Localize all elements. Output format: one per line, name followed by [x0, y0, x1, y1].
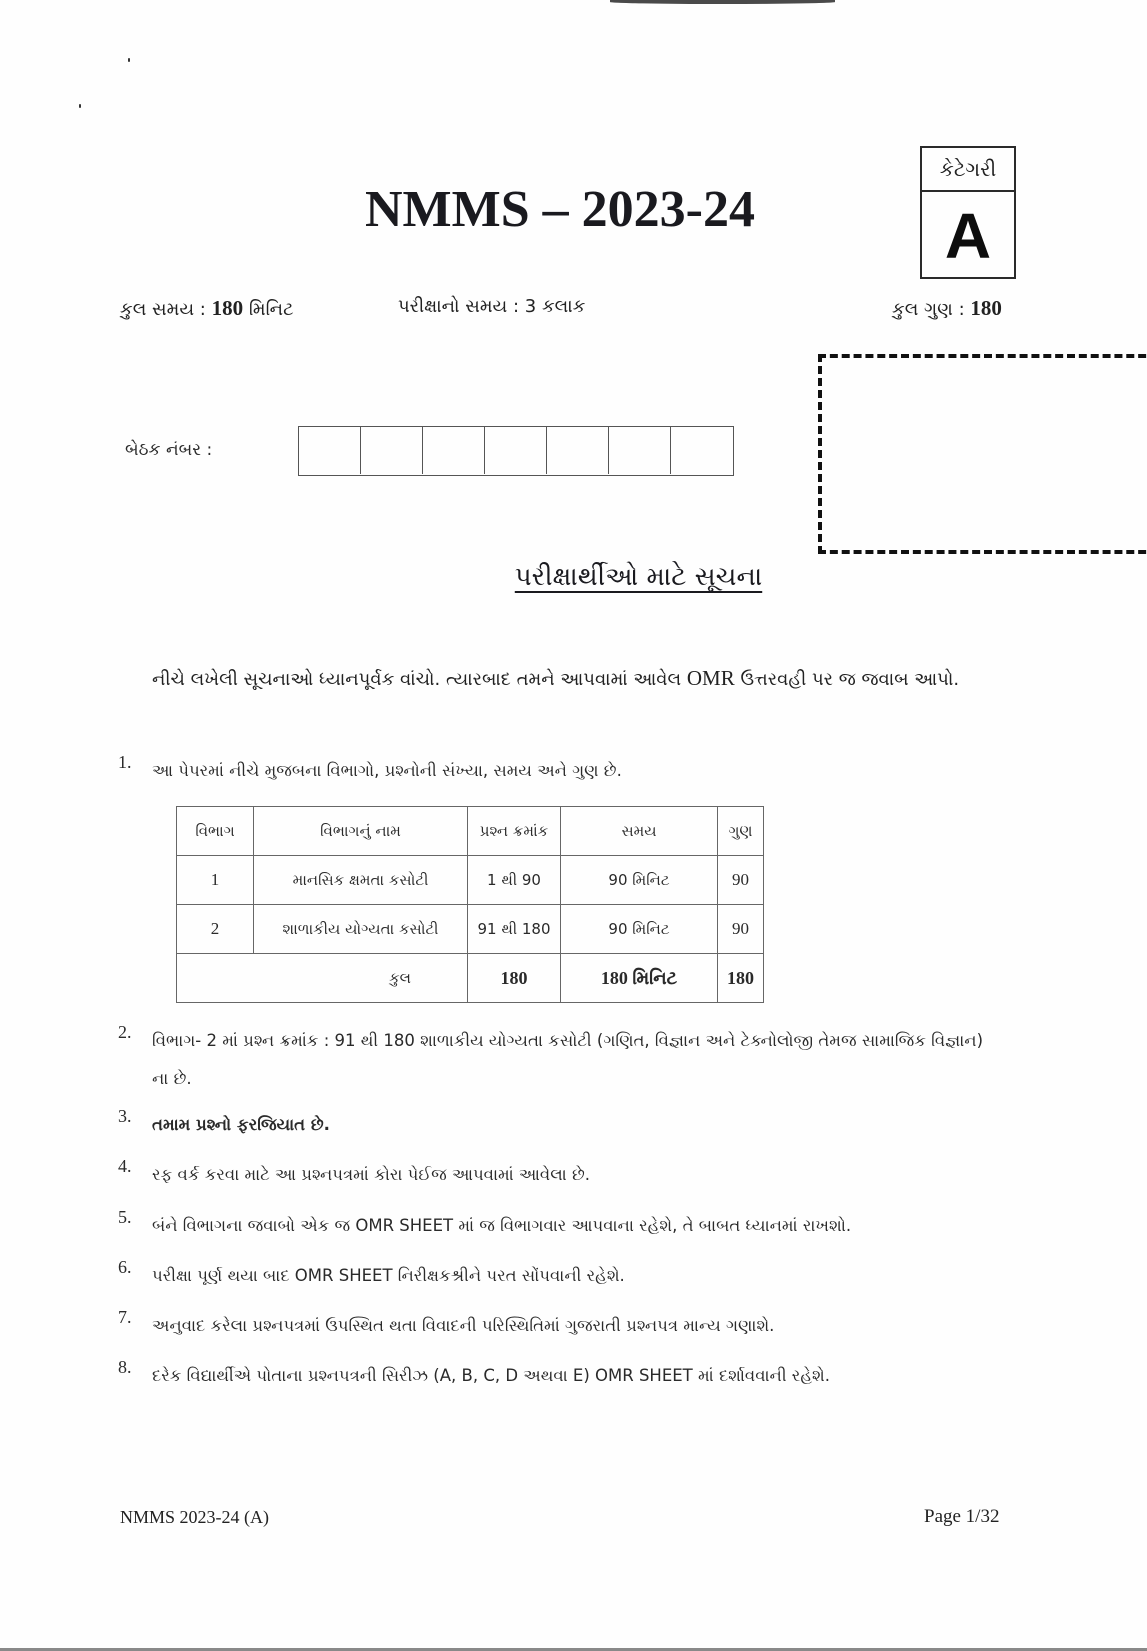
- instruction-number: 6.: [118, 1257, 132, 1277]
- instruction-text: આ પેપરમાં નીચે મુજબના વિભાગો, પ્રશ્નોની સંખ્યા, સમય અને ગુણ છે.: [152, 761, 622, 780]
- table-total-label: કુલ: [177, 954, 468, 1003]
- total-marks-label: કુલ ગુણ :: [892, 299, 965, 320]
- table-total-row: [177, 954, 764, 1003]
- total-time-value: 180: [211, 296, 244, 320]
- instruction-item: [118, 1357, 1078, 1395]
- table-row: [177, 856, 764, 905]
- sections-table: [176, 806, 764, 1003]
- table-cell: 90 મિનિટ: [561, 905, 718, 954]
- table-cell: 90 મિનિટ: [561, 856, 718, 905]
- table-cell: 90: [718, 856, 764, 905]
- seat-number-digit-box[interactable]: [361, 427, 423, 474]
- instruction-item: [118, 1022, 998, 1098]
- scan-speck: [128, 58, 130, 62]
- instruction-number: 1.: [118, 752, 132, 772]
- instruction-number: 5.: [118, 1207, 132, 1227]
- instructions-heading-text: પરીક્ષાર્થીઓ માટે સૂચના: [514, 562, 763, 592]
- instruction-number: 8.: [118, 1357, 132, 1377]
- category-label: કેટેગરી: [922, 148, 1014, 192]
- table-cell: 1 થી 90: [468, 856, 561, 905]
- table-header: વિભાગનું નામ: [254, 807, 468, 856]
- table-header: વિભાગ: [177, 807, 254, 856]
- table-total-questions: 180: [468, 954, 561, 1003]
- intro-omr: OMR: [686, 666, 735, 690]
- instruction-item: [118, 1207, 1078, 1245]
- intro-text-part2: ઉત્તરવહી પર જ જવાબ આપો.: [734, 669, 960, 690]
- instruction-text: રફ વર્ક કરવા માટે આ પ્રશ્નપત્રમાં કોરા પેઈજ આપવામાં આવેલા છે.: [152, 1165, 590, 1184]
- instruction-number: 2.: [118, 1022, 132, 1042]
- instruction-number: 7.: [118, 1307, 132, 1327]
- total-time-label: કુલ સમય :: [120, 299, 206, 320]
- total-marks: [892, 296, 1002, 321]
- instruction-text: પરીક્ષા પૂર્ણ થયા બાદ OMR SHEET નિરીક્ષકશ્રીને પરત સોંપવાની રહેશે.: [152, 1266, 625, 1285]
- table-cell: 1: [177, 856, 254, 905]
- instruction-number: 4.: [118, 1156, 132, 1176]
- page-title: NMMS – 2023-24: [365, 181, 755, 238]
- scan-artifact-top: [610, 0, 835, 4]
- category-value: A: [944, 199, 992, 272]
- instruction-item: [118, 1307, 1078, 1345]
- instruction-number: 3.: [118, 1106, 132, 1126]
- table-cell: માનસિક ક્ષમતા કસોટી: [254, 856, 468, 905]
- table-cell: શાળાકીય યોગ્યતા કસોટી: [254, 905, 468, 954]
- table-header: પ્રશ્ન ક્રમાંક: [468, 807, 561, 856]
- seat-number-digit-box[interactable]: [485, 427, 547, 474]
- table-total-marks: 180: [718, 954, 764, 1003]
- table-header-row: [177, 807, 764, 856]
- table-cell: 90: [718, 905, 764, 954]
- seat-number-boxes: [298, 426, 734, 476]
- seat-number-digit-box[interactable]: [671, 427, 733, 474]
- seat-number-digit-box[interactable]: [423, 427, 485, 474]
- seat-number-digit-box[interactable]: [609, 427, 671, 474]
- instruction-text: અનુવાદ કરેલા પ્રશ્નપત્રમાં ઉપસ્થિત થતા વિવાદની પરિસ્થિતિમાં ગુજરાતી પ્રશ્નપત્ર માન્ય ગણાશે.: [152, 1316, 775, 1335]
- scan-speck: [79, 104, 81, 108]
- table-header: સમય: [561, 807, 718, 856]
- seat-number-digit-box[interactable]: [299, 427, 361, 474]
- table-row: [177, 905, 764, 954]
- footer-page-number: Page 1/32: [924, 1506, 1000, 1527]
- instruction-text: વિભાગ- 2 માં પ્રશ્ન ક્રમાંક : 91 થી 180 શાળાકીય યોગ્યતા કસોટી (ગણિત, વિજ્ઞાન અને ટેક્નોલોજી તેમજ સામાજિક વિજ્ઞાન) ના છે.: [152, 1031, 984, 1088]
- instruction-item: [118, 1156, 1078, 1194]
- total-time: [120, 296, 294, 321]
- table-total-time: 180 મિનિટ: [561, 954, 718, 1003]
- dashed-photo-box: [818, 354, 1147, 554]
- intro-paragraph: [152, 658, 1012, 700]
- table-cell: 2: [177, 905, 254, 954]
- footer-paper-code: NMMS 2023-24 (A): [120, 1507, 270, 1527]
- table-cell: 91 થી 180: [468, 905, 561, 954]
- intro-text-part1: નીચે લખેલી સૂચનાઓ ધ્યાનપૂર્વક વાંચો. ત્યારબાદ તમને આપવામાં આવેલ: [152, 669, 687, 690]
- instruction-item: [118, 1106, 1078, 1144]
- instruction-text: બંને વિભાગના જવાબો એક જ OMR SHEET માં જ વિભાગવાર આપવાના રહેશે, તે બાબત ધ્યાનમાં રાખશો.: [152, 1216, 852, 1235]
- total-time-unit: મિનિટ: [248, 299, 294, 320]
- instruction-item: [118, 1257, 1078, 1295]
- instructions-heading: [0, 562, 1147, 593]
- category-box: [920, 146, 1016, 279]
- instruction-text: દરેક વિદ્યાર્થીએ પોતાના પ્રશ્નપત્રની સિરીઝ (A, B, C, D અથવા E) OMR SHEET માં દર્શાવવાની રહેશે.: [152, 1366, 831, 1385]
- instruction-item: [118, 752, 1078, 790]
- table-header: ગુણ: [718, 807, 764, 856]
- seat-number-label: બેઠક નંબર :: [125, 440, 213, 460]
- seat-number-digit-box[interactable]: [547, 427, 609, 474]
- instruction-text: તમામ પ્રશ્નો ફરજિયાત છે.: [152, 1115, 330, 1134]
- exam-time: પરીક્ષાનો સમય : 3 કલાક: [398, 296, 586, 317]
- total-marks-value: 180: [970, 296, 1002, 320]
